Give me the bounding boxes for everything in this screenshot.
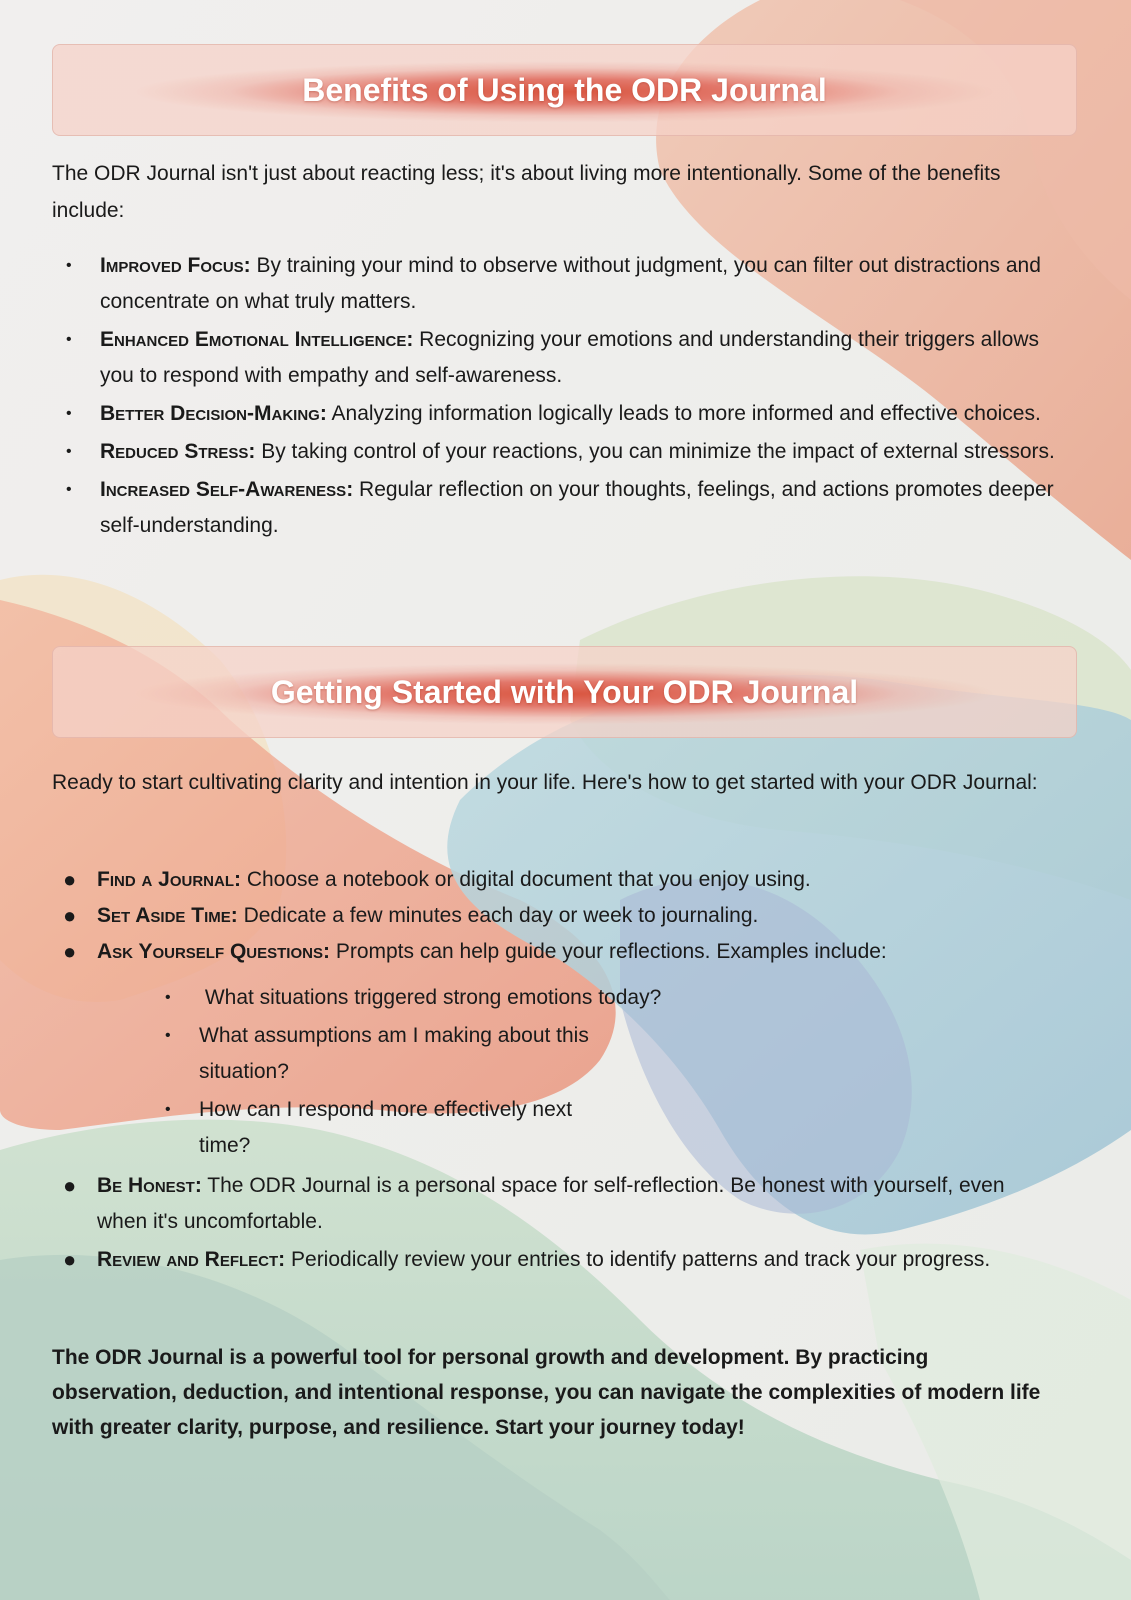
bullet-icon: ● <box>63 1173 77 1198</box>
step-text: Periodically review your entries to identify patterns and track your progress. <box>285 1248 991 1271</box>
benefit-term: Better Decision-Making: <box>100 402 327 425</box>
benefit-term: Improved Focus: <box>100 254 251 277</box>
bullet-icon: ● <box>63 939 77 964</box>
bullet-icon: • <box>165 1027 171 1044</box>
step-text: Prompts can help guide your reflections. Examples include: <box>329 940 887 963</box>
bullet-icon: • <box>165 1101 171 1118</box>
benefit-term: Increased Self-Awareness: <box>100 478 354 501</box>
list-item <box>63 862 1057 898</box>
section-2-banner <box>52 646 1077 738</box>
steps-list-continued <box>63 1168 1057 1278</box>
steps-list <box>63 862 1057 970</box>
bullet-icon: • <box>165 989 171 1006</box>
question-text: What assumptions am I making about this situation? <box>199 1024 589 1083</box>
list-item <box>66 396 1060 432</box>
benefit-text: By training your mind to observe without judgment, you can filter out distractions and concentrate on what truly matters. <box>100 254 1041 313</box>
questions-list <box>165 980 662 1164</box>
list-item <box>63 898 1057 934</box>
list-item <box>165 980 662 1016</box>
benefit-text: Regular reflection on your thoughts, feelings, and actions promotes deeper self-understanding. <box>100 478 1054 537</box>
benefit-text: Recognizing your emotions and understanding their triggers allows you to respond with empathy and self-awareness. <box>100 328 1040 387</box>
step-term: Find a Journal: <box>97 868 241 891</box>
benefit-term: Enhanced Emotional Intelligence: <box>100 328 414 351</box>
step-term: Set Aside Time: <box>97 904 238 927</box>
bullet-icon: ● <box>63 1247 77 1272</box>
question-text: How can I respond more effectively next time? <box>199 1098 573 1157</box>
question-text: What situations triggered strong emotions today? <box>199 986 662 1009</box>
bullet-icon: • <box>66 257 72 274</box>
section-2-intro: Ready to start cultivating clarity and intention in your life. Here's how to get started with your ODR Journal: <box>52 771 1038 794</box>
closing-paragraph: The ODR Journal is a powerful tool for personal growth and development. By practicing observation, deduction, and intentional response, you can navigate the complexities of modern life with greater clarity, purpose, and resilience. Start your journey today! <box>52 1346 1041 1439</box>
step-term: Ask Yourself Questions: <box>97 940 330 963</box>
step-term: Be Honest: <box>97 1174 202 1197</box>
step-text: The ODR Journal is a personal space for self-reflection. Be honest with yourself, even when it's uncomfortable. <box>97 1174 1005 1233</box>
list-item <box>63 1168 1057 1240</box>
list-item <box>66 248 1060 320</box>
list-item <box>66 434 1060 470</box>
list-item <box>165 1092 629 1164</box>
list-item <box>63 934 1057 970</box>
section-2-title: Getting Started with Your ODR Journal <box>270 673 859 710</box>
section-1-banner <box>52 44 1077 136</box>
section-1-title: Benefits of Using the ODR Journal <box>302 71 827 108</box>
bullet-icon: • <box>66 443 72 460</box>
bullet-icon: • <box>66 481 72 498</box>
benefit-term: Reduced Stress: <box>100 440 256 463</box>
list-item <box>63 1242 1057 1278</box>
benefits-list <box>66 248 1060 544</box>
benefit-text: Analyzing information logically leads to more informed and effective choices. <box>326 402 1041 425</box>
step-text: Dedicate a few minutes each day or week to journaling. <box>237 904 759 927</box>
bullet-icon: • <box>66 331 72 348</box>
benefit-text: By taking control of your reactions, you can minimize the impact of external stressors. <box>255 440 1055 463</box>
bullet-icon: • <box>66 405 72 422</box>
bullet-icon: ● <box>63 867 77 892</box>
list-item <box>165 1018 629 1090</box>
list-item <box>66 322 1060 394</box>
list-item <box>66 472 1060 544</box>
section-1-intro: The ODR Journal isn't just about reacting less; it's about living more intentionally. Some of the benefits include: <box>52 162 1001 222</box>
bullet-icon: ● <box>63 903 77 928</box>
step-text: Choose a notebook or digital document that you enjoy using. <box>241 868 811 891</box>
step-term: Review and Reflect: <box>97 1248 286 1271</box>
